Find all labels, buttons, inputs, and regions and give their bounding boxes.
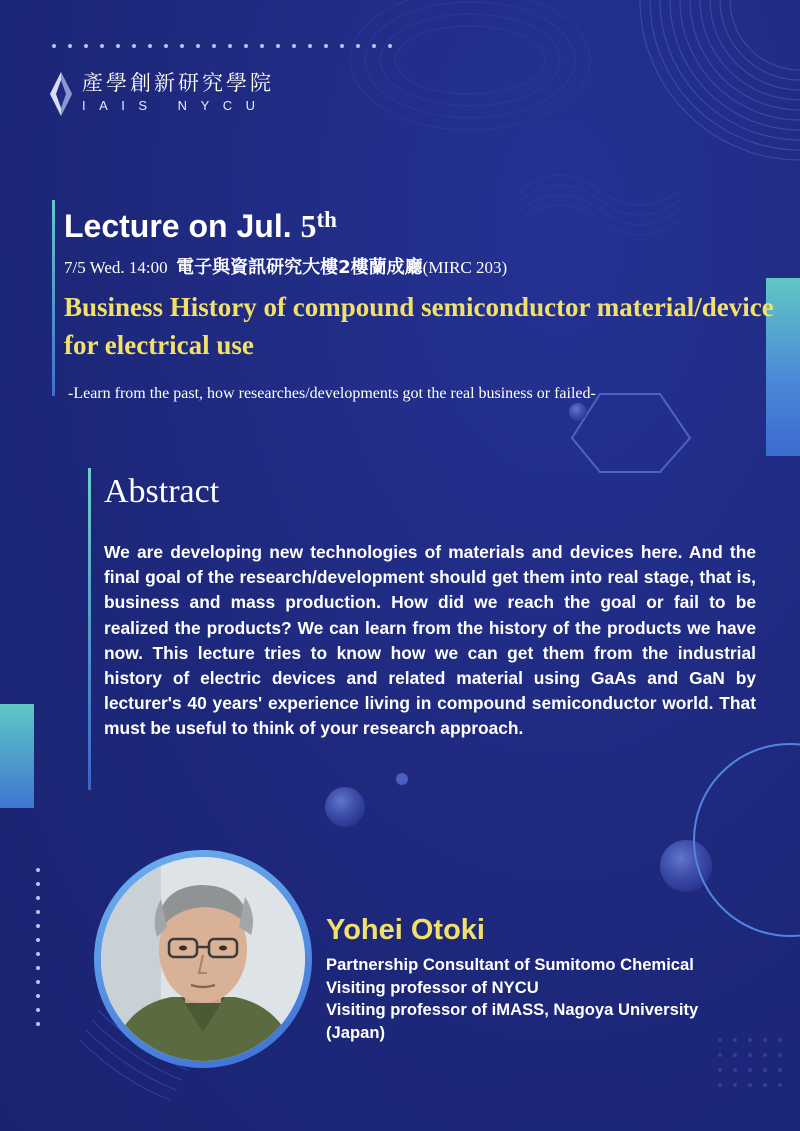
lecture-date-time: 7/5 Wed. 14:00 [64,258,168,277]
speaker-name: Yohei Otoki [326,914,485,946]
abstract-accent-line [88,468,91,790]
institute-logo [50,70,274,116]
abstract-body: We are developing new technologies of materials and devices here. And the final goal of the research/development should get them into real stage, that is, business and mass production. How did we reach the goal or fail to be realized the products? We can learn from the history of the products we have now. This lecture tries to know how we can get them from the industrial history of electric devices and related material using GaAs and GaN by lecturer's 40 years' experience living in compound semiconductor world. That must be useful to think of your research approach. [104,542,756,739]
lecture-venue: 電子與資訊研究大樓2樓蘭成廳 [176,257,423,278]
lecture-room: (MIRC 203) [422,258,508,277]
speaker-photo [101,857,305,1061]
lecture-day-suffix: th [316,207,337,232]
talk-subtitle: -Learn from the past, how researches/developments got the real business or failed- [68,385,596,402]
speaker-affiliations [326,954,766,1044]
lecture-accent-line [52,200,55,396]
talk-title: Business History of compound semiconductor material/device for electrical use [64,292,774,360]
lecture-heading-text: Lecture on Jul. [64,208,292,244]
speaker-role: Partnership Consultant of Sumitomo Chemical [326,955,694,974]
speaker-portrait-image [101,857,305,1061]
accent-bar-left [0,704,34,808]
speaker-role: Visiting professor of NYCU [326,977,539,997]
speaker-role: Visiting professor of iMASS, Nagoya University [326,1000,699,1019]
dotted-divider [52,44,392,48]
institute-name-chinese: 產學創新研究學院 [82,71,274,95]
lecture-day: 5 [300,208,317,244]
speaker-role: (Japan) [326,1022,386,1042]
institute-name-english: IAIS NYCU [82,98,269,113]
iais-diamond-logo-icon [50,72,72,116]
abstract-heading: Abstract [104,473,220,510]
lecture-time-venue [64,256,507,280]
lecture-date-heading [64,200,337,246]
